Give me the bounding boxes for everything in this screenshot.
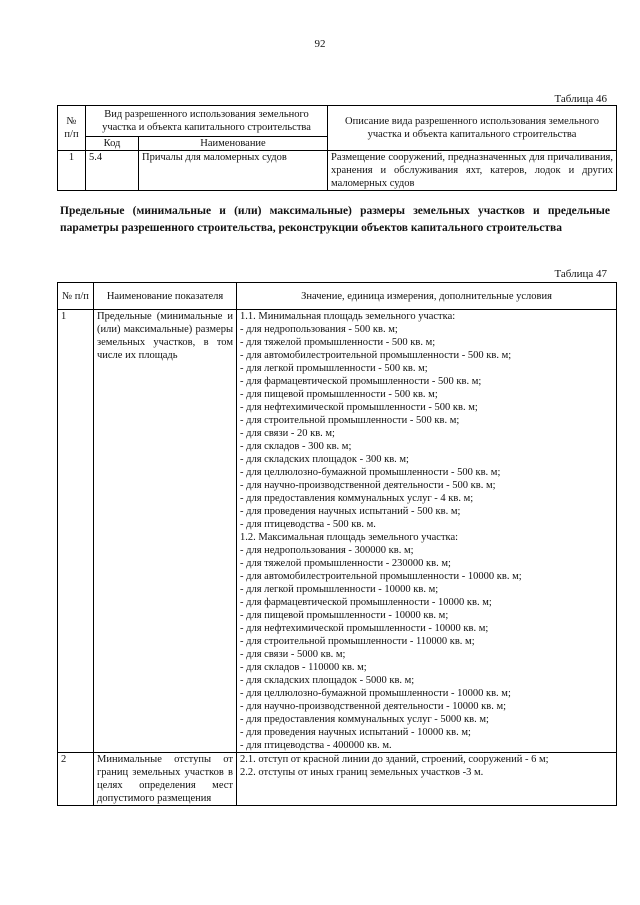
value-line: - для строительной промышленности - 500 кв. м; xyxy=(240,415,460,426)
value-line: - для проведения научных испытаний - 10000 кв. м; xyxy=(240,727,471,738)
table-row xyxy=(58,753,617,806)
page-number: 92 xyxy=(314,38,326,50)
value-line: 1.2. Максимальная площадь земельного участка: xyxy=(240,532,459,543)
value-line: - для связи - 20 кв. м; xyxy=(240,428,335,439)
value-line: - для научно-производственной деятельности - 500 кв. м; xyxy=(240,480,496,491)
t47-header-indicator: Наименование показателя xyxy=(94,283,237,310)
t47-cell-num: 2 xyxy=(58,753,94,806)
value-line: - для тяжелой промышленности - 500 кв. м; xyxy=(240,337,436,348)
value-line: - для проведения научных испытаний - 500 кв. м; xyxy=(240,506,461,517)
value-line: - для птицеводства - 500 кв. м. xyxy=(240,519,376,530)
table-46-label: Таблица 46 xyxy=(554,93,607,105)
table-row xyxy=(58,151,617,191)
t47-header-value: Значение, единица измерения, дополнительные условия xyxy=(237,283,617,310)
section-heading: Предельные (минимальные и (или) максимальные) размеры земельных участков и предельные параметры разрешенного строительства, реконструкции объектов капитального строительства xyxy=(60,205,610,234)
t46-header-name: Наименование xyxy=(139,137,328,151)
t46-header-description: Описание вида разрешенного использования земельного участка и объекта капитального строительства xyxy=(328,106,617,151)
value-line: - для предоставления коммунальных услуг - 4 кв. м; xyxy=(240,493,474,504)
value-line: - для легкой промышленности - 500 кв. м; xyxy=(240,363,428,374)
value-line: - для пищевой промышленности - 10000 кв. м; xyxy=(240,610,449,621)
value-line: - для складов - 300 кв. м; xyxy=(240,441,352,452)
value-line: - для нефтехимической промышленности - 10000 кв. м; xyxy=(240,623,489,634)
value-line: - для складов - 110000 кв. м; xyxy=(240,662,367,673)
table-46 xyxy=(57,105,617,191)
value-line: - для тяжелой промышленности - 230000 кв. м; xyxy=(240,558,451,569)
t47-cell-values xyxy=(237,753,617,806)
t46-header-num: № п/п xyxy=(58,106,86,151)
value-line: - для недропользования - 500 кв. м; xyxy=(240,324,398,335)
t46-header-code: Код xyxy=(86,137,139,151)
table-47-label: Таблица 47 xyxy=(554,268,607,280)
value-line: - для складских площадок - 300 кв. м; xyxy=(240,454,409,465)
value-line: - для фармацевтической промышленности - 500 кв. м; xyxy=(240,376,482,387)
t47-cell-indicator: Предельные (минимальные и (или) максимальные) размеры земельных участков, в том числе их площадь xyxy=(94,310,237,753)
value-line: - для целлюлозно-бумажной промышленности - 500 кв. м; xyxy=(240,467,501,478)
t46-header-group: Вид разрешенного использования земельного участка и объекта капитального строительства xyxy=(86,106,328,137)
t46-cell-description: Размещение сооружений, предназначенных для причаливания, хранения и обслуживания яхт, катеров, лодок и других маломерных судов xyxy=(328,151,617,191)
t46-cell-name: Причалы для маломерных судов xyxy=(139,151,328,191)
value-line: - для целлюлозно-бумажной промышленности - 10000 кв. м; xyxy=(240,688,511,699)
value-line: 2.1. отступ от красной линии до зданий, строений, сооружений - 6 м; xyxy=(240,754,549,765)
value-line: - для складских площадок - 5000 кв. м; xyxy=(240,675,415,686)
value-line: - для легкой промышленности - 10000 кв. м; xyxy=(240,584,439,595)
t47-cell-values xyxy=(237,310,617,753)
value-line: - для автомобилестроительной промышленности - 500 кв. м; xyxy=(240,350,512,361)
t47-cell-indicator: Минимальные отступы от границ земельных участков в целях определения мест допустимого размещения xyxy=(94,753,237,806)
value-line: - для нефтехимической промышленности - 500 кв. м; xyxy=(240,402,478,413)
value-line: - для птицеводства - 400000 кв. м. xyxy=(240,740,392,751)
t46-cell-code: 5.4 xyxy=(86,151,139,191)
value-line: - для фармацевтической промышленности - 10000 кв. м; xyxy=(240,597,492,608)
table-47 xyxy=(57,282,617,806)
value-line: 2.2. отступы от иных границ земельных участков -3 м. xyxy=(240,767,484,778)
table-row xyxy=(58,310,617,753)
t46-cell-num: 1 xyxy=(58,151,86,191)
value-line: - для строительной промышленности - 110000 кв. м; xyxy=(240,636,475,647)
value-line: - для связи - 5000 кв. м; xyxy=(240,649,346,660)
value-line: - для научно-производственной деятельности - 10000 кв. м; xyxy=(240,701,507,712)
t47-cell-num: 1 xyxy=(58,310,94,753)
t47-header-num: № п/п xyxy=(58,283,94,310)
value-line: - для автомобилестроительной промышленности - 10000 кв. м; xyxy=(240,571,522,582)
value-line: - для предоставления коммунальных услуг - 5000 кв. м; xyxy=(240,714,489,725)
value-line: - для пищевой промышленности - 500 кв. м; xyxy=(240,389,438,400)
value-line: 1.1. Минимальная площадь земельного участка: xyxy=(240,311,456,322)
value-line: - для недропользования - 300000 кв. м; xyxy=(240,545,414,556)
